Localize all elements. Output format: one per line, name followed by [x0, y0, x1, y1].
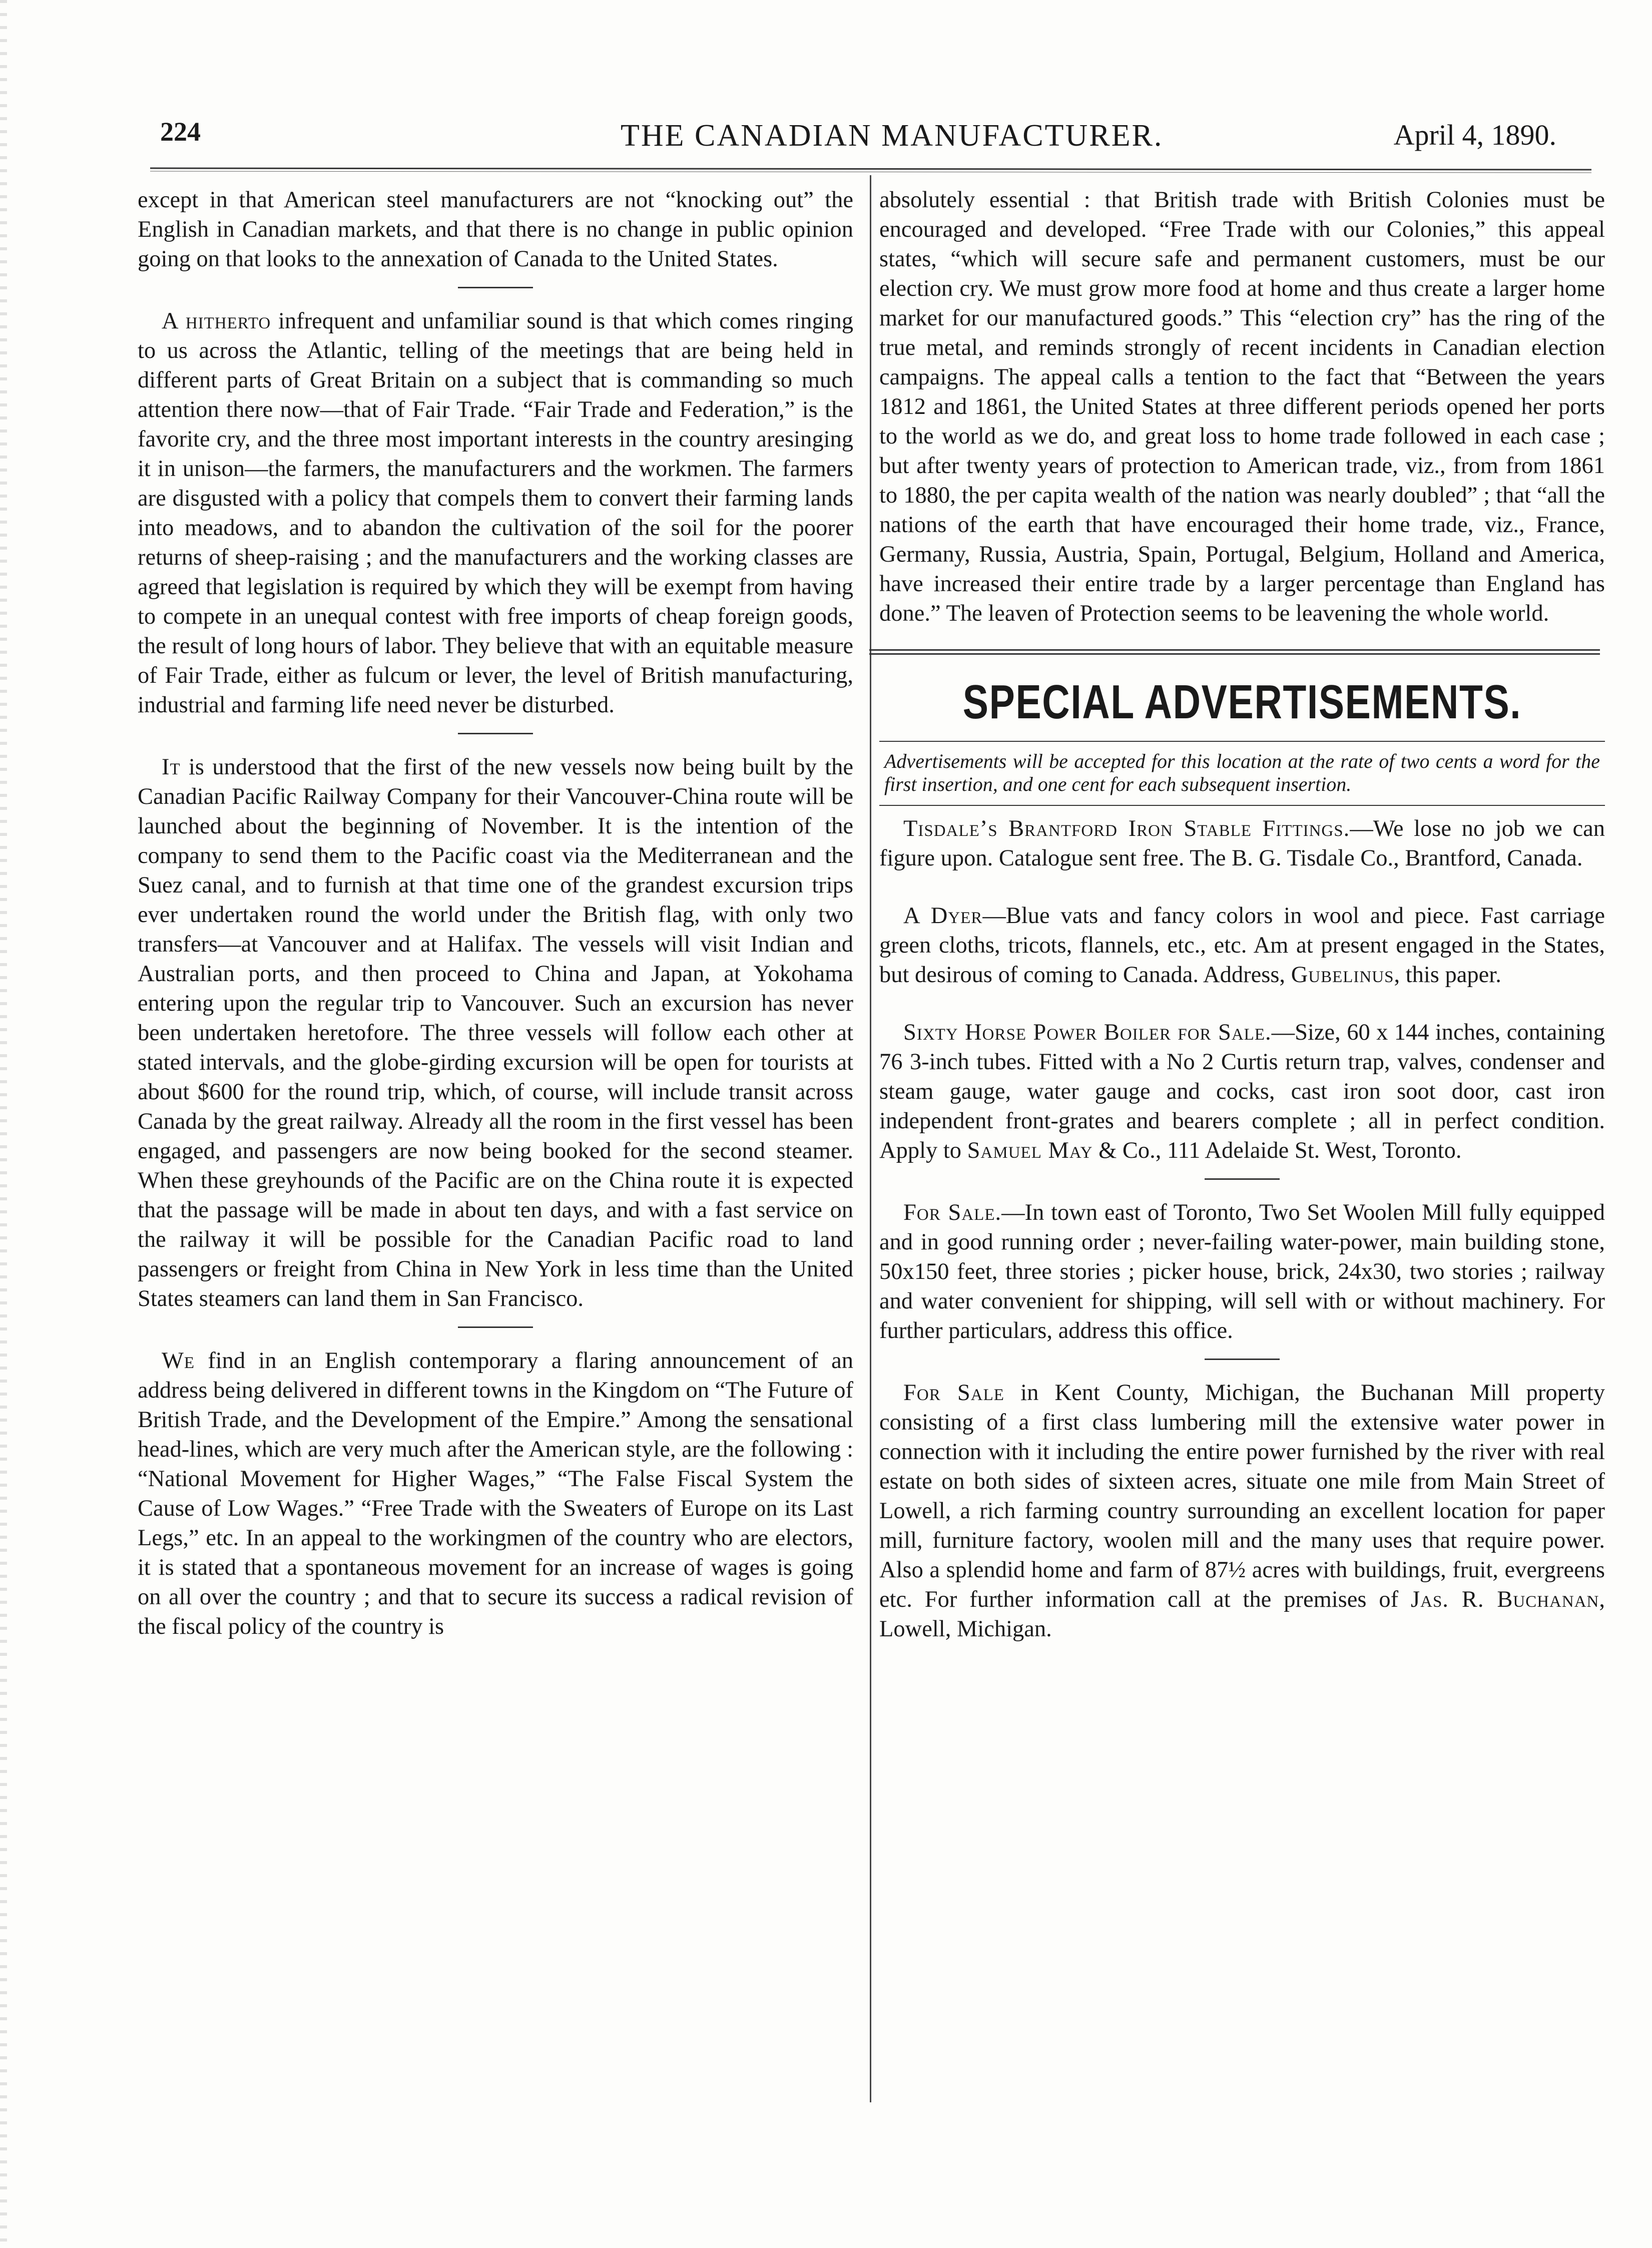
- ad-contact-name: Gubelinus: [1291, 962, 1394, 988]
- ad-text: in Kent County, Michigan, the Buchanan Mill property consisting of a first class lumbering mill the extensive water power in connection with it including the entire power furnished by the river with real estate on both sides of sixteen acres, situate one mile from Main Street of Lowell, a rich farming country surrounding an excellent location for paper mill, furniture factory, woolen mill and the many uses that require power. Also a splendid home and farm of 87½ acres with buildings, fruit, evergreens etc. For further information call at the premises of: [879, 1380, 1605, 1612]
- article-text: except in that American steel manufacturers are not “knocking out” the English in Canadian markets, and that there is no change in public opinion going on that looks to the annexation of Canada to the United States.: [138, 187, 853, 272]
- section-rule: [1205, 1359, 1280, 1360]
- ad-contact-name: Samuel May: [967, 1138, 1093, 1163]
- masthead-title: THE CANADIAN MANUFACTURER.: [621, 119, 1164, 153]
- article-paragraph: [138, 185, 853, 274]
- ad-woolen-mill: [879, 1198, 1605, 1345]
- ad-text-tail: , this paper.: [1394, 962, 1501, 988]
- section-rule: [1205, 1178, 1280, 1180]
- page-number: 224: [160, 117, 201, 147]
- ad-buchanan-mill: [879, 1378, 1605, 1644]
- ad-contact-name: Jas. R. Buchanan: [1411, 1587, 1599, 1612]
- special-ads-heading: SPECIAL ADVERTISEMENTS.: [962, 675, 1522, 729]
- ad-lead: Sixty Horse Power Boiler for Sale.: [903, 1020, 1272, 1045]
- ad-boiler: [879, 1018, 1605, 1165]
- lead-word: It: [162, 754, 181, 780]
- ad-text-tail: , Lowell, Michigan.: [879, 1587, 1605, 1642]
- section-rule: [458, 733, 533, 734]
- article-paragraph: [138, 1346, 853, 1641]
- article-text: is understood that the first of the new vessels now being built by the Canadian Pacific Railway Company for their Vancouver-China route will be launched about the beginning of November. It is the intention of the company to send them to the Pacific coast via the Mediterranean and the Suez canal, and to furnish at that time one of the grandest excursion trips ever undertaken round the world under the British flag, with only two transfers—at Vancouver and at Halifax. The vessels will visit Indian and Australian ports, and then proceed to China and Japan, at Yokohama entering upon the regular trip to Vancouver. Such an excursion has never been undertaken heretofore. The three vessels will follow each other at stated intervals, and the globe-girding excursion will be open for tourists at about $600 for the round trip, which, of course, will include transit across Canada by the great railway. Already all the room in the first vessel has been engaged, and passengers are now being booked for the second steamer. When these greyhounds of the Pacific are on the China route it is expected that the passage will be made in about ten days, and with a fast service on the railway it will be possible for the Canadian Pacific road to land passengers or freight from China in New York in less time than the United States steamers can land them in San Francisco.: [138, 754, 853, 1311]
- article-text: infrequent and unfamiliar sound is that which comes ringing to us across the Atlantic, telling of the meetings that are being held in different parts of Great Britain on a subject that is commanding so much attention there now—that of Fair Trade. “Fair Trade and Federation,” is the favorite cry, and the three most important interests in the country aresinging it in unison—the farmers, the manufacturers and the workmen. The farmers are disgusted with a policy that compels them to convert their farming lands into meadows, and to abandon the cultivation of the soil for the poorer returns of sheep-raising ; and the manufacturers and the working classes are agreed that legislation is required by which they will be exempt from having to compete in an unequal contest with free imports of cheap foreign goods, the result of long hours of labor. They believe that with an equitable measure of Fair Trade, either as fulcum or lever, the level of British manufacturing, industrial and farming life need never be disturbed.: [138, 308, 853, 718]
- article-paragraph: [879, 185, 1605, 628]
- header-rule: [150, 167, 1591, 173]
- ad-lead: For Sale: [903, 1380, 1004, 1406]
- ad-text-tail: & Co., 111 Adelaide St. West, Toronto.: [1092, 1138, 1462, 1163]
- issue-date: April 4, 1890.: [1393, 119, 1556, 151]
- page-header: [150, 116, 1566, 161]
- ad-rate-note: Advertisements will be accepted for this location at the rate of two cents a word for the first insertion, and one cent for each subsequent insertion.: [884, 750, 1600, 795]
- article-text: find in an English contemporary a flaring announcement of an address being delivered in different towns in the Kingdom on “The Future of British Trade, and the Development of the Empire.” Among the sensational head-lines, which are very much after the American style, are the following : “National Movement for Higher Wages,” “The False Fiscal System the Cause of Low Wages.” “Free Trade with the Sweaters of Europe on its Last Legs,” etc. In an appeal to the workingmen of the country who are electors, it is stated that a spontaneous movement for an increase of wages is going on all over the country ; and that to secure its success a radical revision of the fiscal policy of the country is: [138, 1348, 853, 1639]
- heading-rule: [879, 741, 1605, 742]
- lead-word: A hitherto: [162, 308, 271, 334]
- ad-lead: Tisdale’s Brantford Iron Stable Fittings.: [903, 816, 1350, 841]
- section-rule: [458, 1326, 533, 1328]
- ad-text: —Blue vats and fancy colors in wool and piece. Fast carriage green cloths, tricots, flannels, etc., etc. Am at present engaged in the States, but desirous of coming to Canada. Address,: [879, 903, 1605, 988]
- ad-gap: [879, 873, 1605, 901]
- ad-dyer: [879, 901, 1605, 990]
- article-paragraph: [138, 752, 853, 1313]
- section-rule: [458, 287, 533, 288]
- lead-word: We: [162, 1348, 195, 1374]
- ad-gap: [879, 990, 1605, 1018]
- ad-text: —Size, 60 x 144 inches, containing 76 3-inch tubes. Fitted with a No 2 Curtis return trap, valves, condenser and steam gauge, water gauge and cocks, cast iron soot door, cast iron independent front-grates and bearers complete ; all in perfect condition. Apply to: [879, 1020, 1605, 1163]
- ad-lead: A Dyer: [903, 903, 983, 929]
- double-rule: [869, 649, 1600, 655]
- right-column: [879, 185, 1605, 1644]
- column-divider: [870, 175, 871, 2102]
- article-text: absolutely essential : that British trade with British Colonies must be encouraged and developed. “Free Trade with our Colonies,” this appeal states, “which will secure safe and permanent customers, must be our election cry. We must grow more food at home and thus create a larger home market for our manufactured goods.” This “election cry” has the ring of the true metal, and reminds strongly of recent incidents in Canadian election campaigns. The appeal calls a tention to the fact that “Between the years 1812 and 1861, the United States at three different periods opened her ports to the world as we do, and great loss to home trade followed in each case ; but after twenty years of protection to American trade, viz., from from 1861 to 1880, the per capita wealth of the nation was nearly doubled” ; that “all the nations of the earth that have encouraged their home trade, viz., France, Germany, Russia, Austria, Spain, Portugal, Belgium, Holland and America, have increased their entire trade by a larger percentage than England has done.” The leaven of Protection seems to be leavening the whole world.: [879, 187, 1605, 626]
- binding-margin: [0, 0, 7, 2248]
- article-paragraph: [138, 306, 853, 720]
- note-rule: [879, 805, 1605, 806]
- ad-text: —We lose no job we can figure upon. Catalogue sent free. The B. G. Tisdale Co., Brantford, Canada.: [879, 816, 1605, 871]
- ad-text: —In town east of Toronto, Two Set Woolen Mill fully equipped and in good running order ; never-failing water-power, main building stone, 50x150 feet, three stories ; picker house, brick, 24x30, two stories ; railway and water convenient for shipping, will sell with or without machinery. For further particulars, address this office.: [879, 1200, 1605, 1343]
- ad-lead: For Sale.: [903, 1200, 1002, 1225]
- ad-tisdale: [879, 814, 1605, 873]
- left-column: [138, 185, 853, 1641]
